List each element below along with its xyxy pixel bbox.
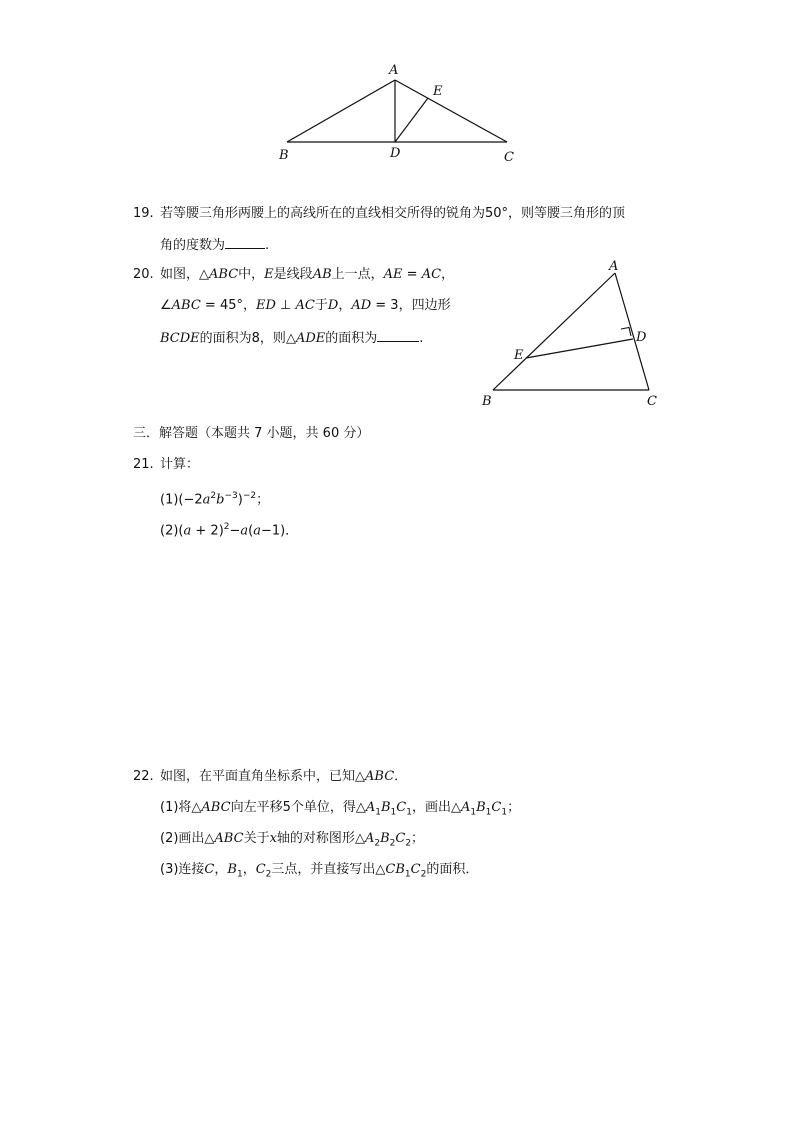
math: AC (295, 298, 315, 313)
math: ABC (365, 769, 395, 784)
math: D (327, 298, 339, 313)
text: + 2) (191, 523, 224, 539)
subscript: 2 (374, 838, 381, 849)
perp-symbol: ⊥ (275, 298, 296, 313)
text: ， (338, 298, 352, 313)
segment-ed (526, 339, 633, 358)
text: ． (394, 769, 408, 784)
label-e: E (433, 84, 443, 99)
subscript: 1 (406, 807, 412, 818)
figure-2-triangle (0, 0, 794, 420)
label-b: B (279, 148, 289, 163)
exponent: −2 (242, 491, 257, 501)
q22-number: 22. (133, 769, 154, 784)
text: ； (256, 492, 270, 508)
math: E (264, 267, 274, 282)
section-3-heading: 三．解答题（本题共 7 小题，共 60 分） (133, 426, 370, 441)
q22-part1 (160, 800, 520, 821)
math: b (216, 492, 225, 508)
text: 中， (238, 267, 265, 282)
text: = (402, 267, 422, 282)
label-c: C (647, 394, 657, 409)
math: ADE (295, 331, 326, 346)
triangle-symbol: △ (199, 267, 210, 282)
segment-ab (493, 273, 615, 390)
text: 于 (314, 298, 328, 313)
label-e: E (514, 348, 524, 363)
text: (2)画出 (160, 831, 205, 846)
label-d: D (636, 330, 647, 345)
subscript: 2 (265, 869, 272, 880)
text: (3)连接 (160, 862, 205, 877)
math: C (395, 831, 406, 846)
q19-line1: 若等腰三角形两腰上的高线所在的直线相交所得的锐角为50°，则等腰三角形的顶 (160, 206, 626, 221)
subscript: 1 (501, 807, 508, 818)
q20-number: 20. (133, 267, 154, 282)
subscript: 1 (375, 807, 381, 818)
q20-end: . (419, 331, 424, 346)
math: a (253, 523, 262, 539)
text: ； (507, 800, 521, 815)
subscript: 2 (389, 838, 396, 849)
math: AE (383, 267, 403, 282)
text: 的面积为 (325, 331, 378, 346)
math: C (255, 862, 266, 877)
math: AB (312, 267, 332, 282)
text: ， (214, 862, 228, 877)
math: CB (385, 862, 405, 877)
triangle-symbol: △ (375, 862, 386, 877)
subscript: 1 (390, 807, 397, 818)
q22-part2 (160, 831, 424, 852)
text: − (229, 523, 241, 539)
text: −1)． (261, 523, 299, 539)
text: 向左平移5个单位，得 (230, 800, 356, 815)
math: a (240, 523, 249, 539)
exponent: 2 (210, 491, 217, 501)
math: AC (421, 267, 442, 282)
text: ； (411, 831, 425, 846)
text: 的面积为8，则 (199, 331, 286, 346)
subscript: 1 (470, 807, 477, 818)
text: 关于 (243, 831, 270, 846)
triangle-symbol: △ (450, 800, 461, 815)
triangle-symbol: △ (355, 800, 366, 815)
triangle-symbol: △ (354, 831, 365, 846)
text: ， (441, 267, 455, 282)
q21-number: 21. (133, 457, 154, 472)
text: 上一点， (331, 267, 384, 282)
text: ) (237, 492, 243, 508)
math: ABC (214, 831, 244, 846)
text: (1)将 (160, 800, 192, 815)
subscript: 2 (405, 838, 412, 849)
text: = 45°， (200, 298, 256, 313)
q21-part2 (160, 519, 298, 539)
q21-title: 计算： (160, 457, 200, 472)
exponent: 2 (223, 522, 230, 532)
q19-end: . (265, 238, 270, 253)
subscript: 1 (404, 869, 411, 880)
label-a: A (609, 259, 619, 274)
triangle-symbol: △ (285, 331, 296, 346)
text: 是线段 (273, 267, 313, 282)
text: (2)( (160, 523, 184, 539)
text: ， (242, 862, 256, 877)
text: = 3，四边形 (371, 298, 451, 313)
math: C (204, 862, 215, 877)
math: ABC (209, 267, 239, 282)
subscript: 1 (485, 807, 492, 818)
math: A (365, 800, 376, 815)
q19-line2-text: 角的度数为 (160, 238, 226, 253)
math: C (410, 862, 421, 877)
right-angle-mark (621, 328, 631, 337)
math: ABC (201, 800, 231, 815)
math: BCDE (160, 331, 200, 346)
math: A (460, 800, 471, 815)
subscript: 1 (236, 869, 243, 880)
math: ED (256, 298, 276, 313)
text: 如图，在平面直角坐标系中，已知 (160, 769, 356, 784)
q21-part1 (160, 488, 269, 508)
text: 的面积． (426, 862, 479, 877)
math: C (491, 800, 502, 815)
q19-number: 19. (133, 206, 154, 221)
text: 三点，并直接写出 (271, 862, 376, 877)
math: A (364, 831, 375, 846)
subscript: 2 (420, 869, 427, 880)
math: B (227, 862, 237, 877)
math: x (269, 831, 277, 846)
label-a: A (389, 63, 399, 78)
text: (1)(−2 (160, 492, 203, 508)
math: a (183, 523, 192, 539)
math: B (476, 800, 486, 815)
math: B (380, 800, 391, 815)
label-c: C (504, 150, 514, 165)
math: AD (351, 298, 372, 313)
triangle-symbol: △ (204, 831, 215, 846)
label-b: B (482, 394, 492, 409)
exponent: −3 (224, 491, 238, 501)
text: 如图， (160, 267, 200, 282)
angle-symbol: ∠ (160, 298, 172, 313)
math: a (202, 492, 211, 508)
text: ( (248, 523, 254, 539)
text: 轴的对称图形 (276, 831, 355, 846)
math: ABC (171, 298, 201, 313)
label-d: D (390, 146, 401, 161)
q22-title (160, 769, 407, 785)
q22-part3 (160, 862, 478, 883)
text: ，画出 (411, 800, 451, 815)
math: B (380, 831, 390, 846)
triangle-symbol: △ (191, 800, 202, 815)
math: C (396, 800, 407, 815)
triangle-symbol: △ (355, 769, 366, 784)
